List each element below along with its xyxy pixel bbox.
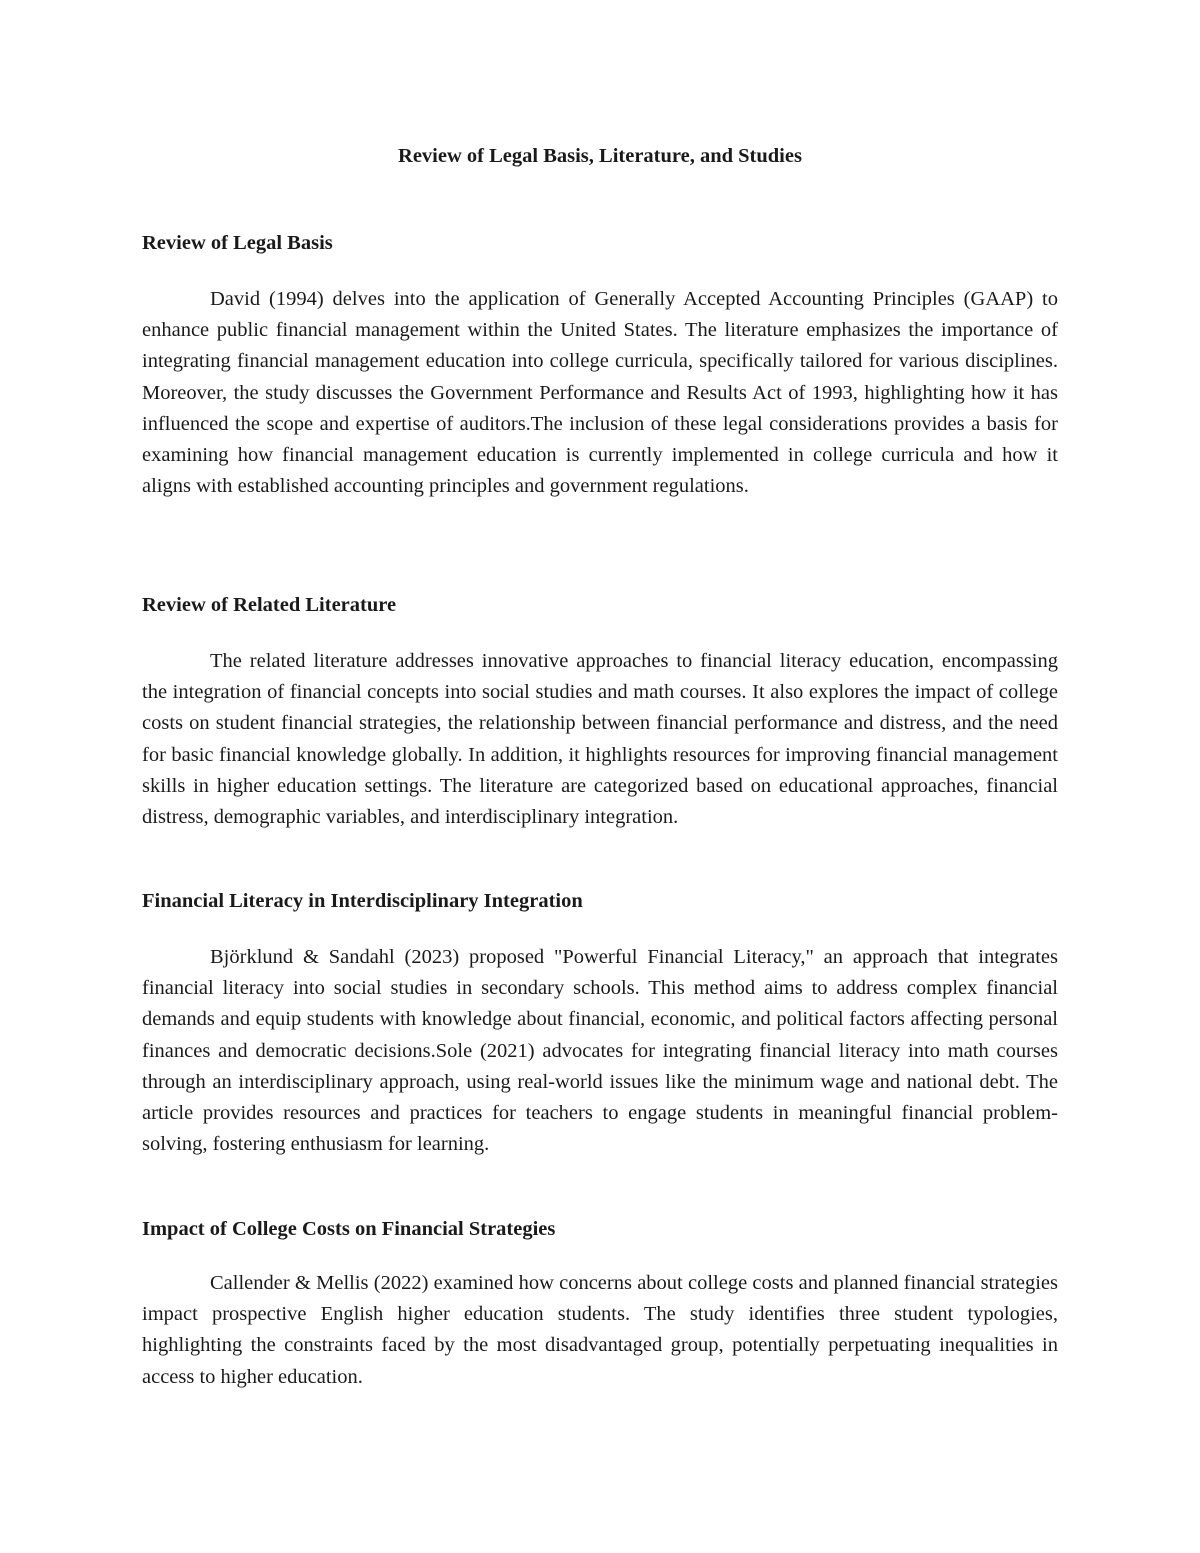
heading-related-literature: Review of Related Literature bbox=[142, 594, 397, 616]
heading-financial-literacy: Financial Literacy in Interdisciplinary Integration bbox=[142, 890, 583, 912]
heading-legal-basis: Review of Legal Basis bbox=[142, 232, 333, 254]
paragraph-college-costs: Callender & Mellis (2022) examined how concerns about college costs and planned financial strategies impact prospective English higher education students. The study identifies three student typologies, highlighting the constraints faced by the most disadvantaged group, potentially perpetuating inequalities in access to higher education. bbox=[142, 1272, 1058, 1388]
paragraph-related-literature: The related literature addresses innovative approaches to financial literacy education, encompassing the integration of financial concepts into social studies and math courses. It also explores the impact of college costs on student financial strategies, the relationship between financial performance and distress, and the need for basic financial knowledge globally. In addition, it highlights resources for improving financial management skills in higher education settings. The literature are categorized based on educational approaches, financial distress, demographic variables, and interdisciplinary integration. bbox=[142, 650, 1058, 829]
document-title: Review of Legal Basis, Literature, and Studies bbox=[398, 145, 802, 167]
paragraph-financial-literacy: Björklund & Sandahl (2023) proposed "Powerful Financial Literacy," an approach that integrates financial literacy into social studies in secondary schools. This method aims to address complex financial demands and equip students with knowledge about financial, economic, and political factors affecting personal finances and democratic decisions.Sole (2021) advocates for integrating financial literacy into math courses through an interdisciplinary approach, using real-world issues like the minimum wage and national debt. The article provides resources and practices for teachers to engage students in meaningful financial problem-solving, fostering enthusiasm for learning. bbox=[142, 946, 1058, 1156]
paragraph-legal-basis: David (1994) delves into the application of Generally Accepted Accounting Principles (GAAP) to enhance public financial management within the United States. The literature emphasizes the importance of integrating financial management education into college curricula, specifically tailored for various disciplines. Moreover, the study discusses the Government Performance and Results Act of 1993, highlighting how it has influenced the scope and expertise of auditors.The inclusion of these legal considerations provides a basis for examining how financial management education is currently implemented in college curricula and how it aligns with established accounting principles and government regulations. bbox=[142, 288, 1058, 498]
heading-college-costs: Impact of College Costs on Financial Strategies bbox=[142, 1218, 556, 1240]
